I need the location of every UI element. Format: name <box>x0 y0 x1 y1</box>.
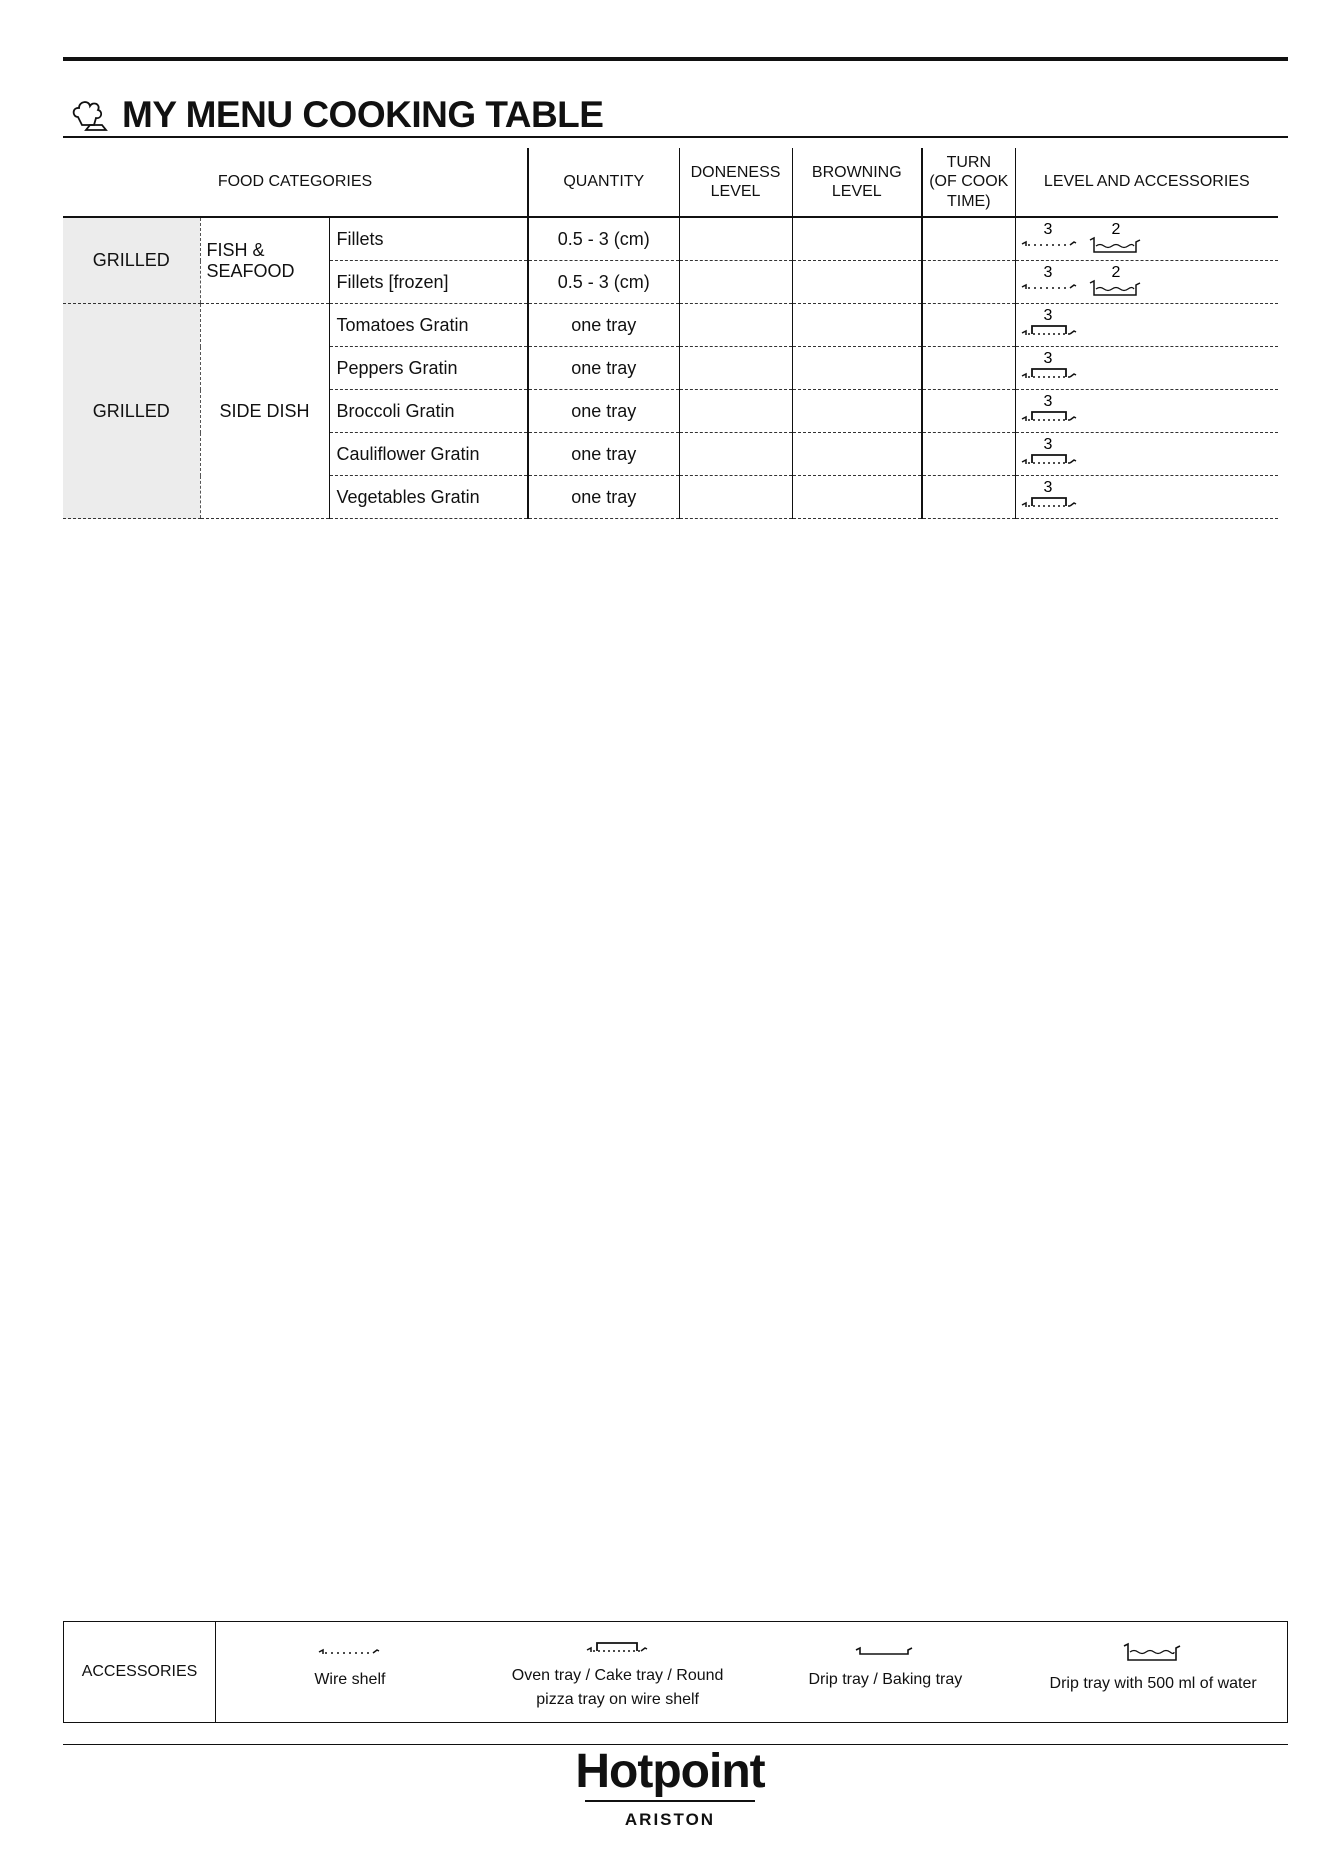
food-name: Cauliflower Gratin <box>329 433 528 476</box>
title-block <box>70 94 603 136</box>
level-number: 2 <box>1111 221 1120 238</box>
quantity-cell: one tray <box>528 390 679 433</box>
turn-cell <box>922 261 1015 304</box>
subcategory-cell: FISH & SEAFOOD <box>200 217 329 304</box>
food-name: Tomatoes Gratin <box>329 304 528 347</box>
drip-tray-icon <box>850 1640 920 1660</box>
doneness-cell <box>679 347 792 390</box>
accessory-drip-tray <box>752 1622 1020 1722</box>
oven-tray-on-shelf-icon <box>1020 349 1100 387</box>
level-number: 3 <box>1043 479 1052 496</box>
cooking-table <box>63 148 1278 519</box>
oven-tray-on-shelf-icon <box>1020 435 1100 473</box>
turn-cell <box>922 217 1015 261</box>
level-cell <box>1015 476 1278 519</box>
browning-cell <box>792 261 922 304</box>
drip-tray-water-icon <box>1118 1640 1188 1664</box>
accessory-label: Oven tray / Cake tray / Round pizza tray on wire shelf <box>511 1667 724 1708</box>
level-cell <box>1015 217 1278 261</box>
header-level-accessories: LEVEL AND ACCESSORIES <box>1015 148 1278 217</box>
level-number: 3 <box>1043 393 1052 410</box>
chef-hat-icon <box>70 97 110 133</box>
food-name: Vegetables Gratin <box>329 476 528 519</box>
accessories-label: ACCESSORIES <box>64 1622 216 1722</box>
page-title: MY MENU COOKING TABLE <box>122 94 604 135</box>
wire-shelf-icon <box>315 1640 385 1660</box>
quantity-cell: 0.5 - 3 (cm) <box>528 217 679 261</box>
accessory-label: Wire shelf <box>314 1671 386 1688</box>
accessories-legend <box>63 1621 1288 1723</box>
oven-tray-on-shelf-icon <box>1020 392 1100 430</box>
brand-logo <box>560 1745 780 1830</box>
turn-cell <box>922 347 1015 390</box>
quantity-cell: one tray <box>528 347 679 390</box>
quantity-cell: one tray <box>528 476 679 519</box>
turn-cell <box>922 433 1015 476</box>
doneness-cell <box>679 261 792 304</box>
browning-cell <box>792 217 922 261</box>
level-cell <box>1015 347 1278 390</box>
accessory-oven-tray <box>484 1622 752 1722</box>
turn-cell <box>922 390 1015 433</box>
quantity-cell: 0.5 - 3 (cm) <box>528 261 679 304</box>
wire-shelf-and-drip-tray-icon <box>1020 263 1160 301</box>
doneness-cell <box>679 304 792 347</box>
level-number: 3 <box>1043 350 1052 367</box>
level-number: 2 <box>1111 264 1120 281</box>
doneness-cell <box>679 476 792 519</box>
doneness-cell <box>679 433 792 476</box>
brand-divider <box>585 1800 755 1802</box>
header-food-categories: FOOD CATEGORIES <box>63 148 528 217</box>
level-number: 3 <box>1043 221 1052 238</box>
accessory-label: Drip tray with 500 ml of water <box>1049 1675 1257 1692</box>
header-row <box>63 148 1278 217</box>
doneness-cell <box>679 390 792 433</box>
brand-name: Hotpoint <box>575 1745 765 1798</box>
accessory-drip-tray-water <box>1019 1622 1287 1722</box>
quantity-cell: one tray <box>528 433 679 476</box>
food-name: Peppers Gratin <box>329 347 528 390</box>
table-row <box>63 217 1278 261</box>
header-doneness: DONENESS LEVEL <box>679 148 792 217</box>
wire-shelf-and-drip-tray-icon <box>1020 220 1160 258</box>
level-number: 3 <box>1043 436 1052 453</box>
turn-cell <box>922 476 1015 519</box>
level-cell <box>1015 261 1278 304</box>
subcategory-cell: SIDE DISH <box>200 304 329 519</box>
category-cell: GRILLED <box>63 304 200 519</box>
browning-cell <box>792 390 922 433</box>
level-cell <box>1015 304 1278 347</box>
food-name: Fillets [frozen] <box>329 261 528 304</box>
accessory-label: Drip tray / Baking tray <box>808 1671 963 1688</box>
level-number: 3 <box>1043 264 1052 281</box>
top-rule <box>63 57 1288 61</box>
table-row <box>63 304 1278 347</box>
quantity-cell: one tray <box>528 304 679 347</box>
browning-cell <box>792 304 922 347</box>
browning-cell <box>792 476 922 519</box>
oven-tray-icon <box>583 1636 653 1656</box>
header-browning: BROWNING LEVEL <box>792 148 922 217</box>
header-turn: TURN (OF COOK TIME) <box>922 148 1015 217</box>
category-cell: GRILLED <box>63 217 200 304</box>
accessory-wire-shelf <box>216 1622 484 1722</box>
level-number: 3 <box>1043 307 1052 324</box>
level-cell <box>1015 433 1278 476</box>
doneness-cell <box>679 217 792 261</box>
title-rule <box>63 136 1288 138</box>
header-quantity: QUANTITY <box>528 148 679 217</box>
browning-cell <box>792 433 922 476</box>
food-name: Broccoli Gratin <box>329 390 528 433</box>
oven-tray-on-shelf-icon <box>1020 478 1100 516</box>
level-cell <box>1015 390 1278 433</box>
food-name: Fillets <box>329 217 528 261</box>
oven-tray-on-shelf-icon <box>1020 306 1100 344</box>
turn-cell <box>922 304 1015 347</box>
browning-cell <box>792 347 922 390</box>
brand-sub: ARISTON <box>624 1810 716 1829</box>
